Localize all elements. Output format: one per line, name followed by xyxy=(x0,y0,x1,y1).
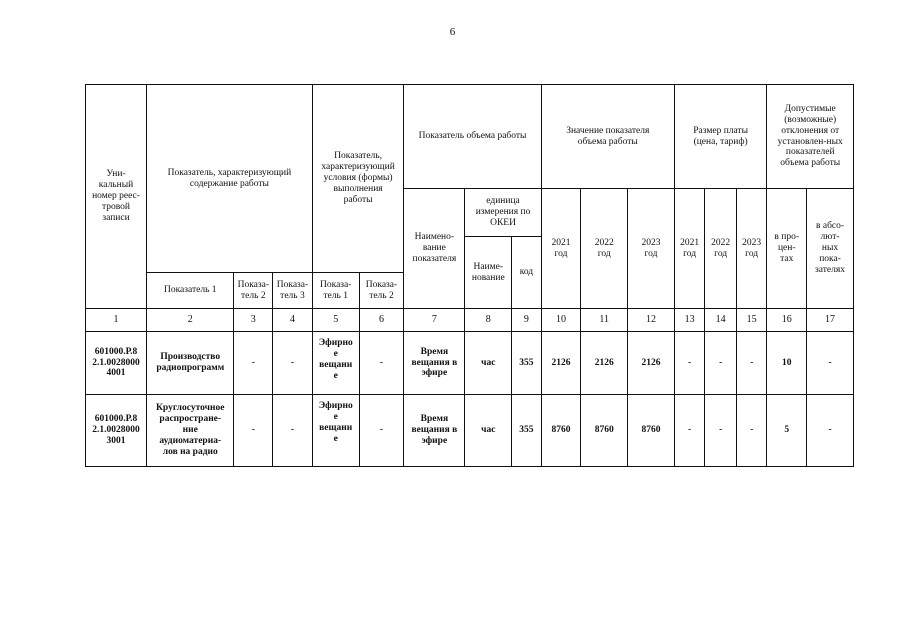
cell-content-3: - xyxy=(273,395,313,467)
cell-fee-2023: - xyxy=(736,332,767,395)
cell-text: Время вещания в эфире xyxy=(411,414,458,446)
cell-fee-2023: - xyxy=(736,395,767,467)
col-number: 4 xyxy=(273,309,313,332)
table-row xyxy=(86,395,854,467)
header-fee-2023 xyxy=(736,189,767,309)
cell-content-2: - xyxy=(234,332,273,395)
cell-cond-2: - xyxy=(359,332,404,395)
hdr-text: Наимено- вание показателя xyxy=(412,232,457,264)
col-number: 5 xyxy=(312,309,359,332)
header-value-2021 xyxy=(541,189,581,309)
hdr-text: Показа- тель 3 xyxy=(276,279,309,301)
column-numbers-row xyxy=(86,309,854,332)
col-number: 7 xyxy=(404,309,465,332)
cell-value-2022: 8760 xyxy=(581,395,628,467)
hdr-text: Показатель, характеризующий условия (формы) выполнения работы xyxy=(321,151,395,205)
cell-fee-2022: - xyxy=(705,332,737,395)
header-fee xyxy=(674,85,767,189)
hdr-text: 2023 год xyxy=(641,237,661,259)
hdr-text: Допустимые (возможные) отклонения от установлен-ных показателей объема работы xyxy=(777,103,843,169)
registry-table xyxy=(85,84,854,467)
col-number: 17 xyxy=(807,309,854,332)
cell-code: 355 xyxy=(512,332,542,395)
header-name xyxy=(404,189,465,309)
cell-text: Эфирно е вещани е xyxy=(318,338,353,381)
header-absolute xyxy=(807,189,854,309)
cell-registry xyxy=(86,395,147,467)
cell-text: Эфирно е вещани е xyxy=(318,401,353,444)
cell-fee-2022: - xyxy=(705,395,737,467)
table-row xyxy=(86,332,854,395)
col-number: 16 xyxy=(767,309,807,332)
col-number: 2 xyxy=(147,309,234,332)
cell-unit-name: час xyxy=(465,395,512,467)
header-condition-indicator xyxy=(312,85,404,273)
cell-value-2021: 8760 xyxy=(541,395,581,467)
hdr-text: 2023 год xyxy=(742,237,762,259)
header-volume-value xyxy=(541,85,674,189)
cell-value-2023: 2126 xyxy=(628,332,675,395)
hdr-text: в про- цен- тах xyxy=(774,232,800,264)
cell-fee-2021: - xyxy=(674,395,705,467)
cell-value-2022: 2126 xyxy=(581,332,628,395)
hdr-text: Показатель объема работы xyxy=(418,131,527,142)
header-fee-2021 xyxy=(674,189,705,309)
cell-content-2: - xyxy=(234,395,273,467)
cell-text: Производство радиопрограмм xyxy=(156,352,225,373)
hdr-text: в абсо- лют- ных пока- зателях xyxy=(815,221,845,275)
cell-text: Время вещания в эфире xyxy=(411,346,458,379)
hdr-text: Уни- кальный номер реес- тровой записи xyxy=(92,169,140,223)
header-percent xyxy=(767,189,807,309)
cell-unit-name: час xyxy=(465,332,512,395)
cell-absolute: - xyxy=(807,395,854,467)
cell-cond-1 xyxy=(312,332,359,395)
hdr-text: Показа- тель 2 xyxy=(365,279,398,301)
header-unit-code xyxy=(512,237,542,309)
header-unit xyxy=(465,189,541,237)
header-fee-2022 xyxy=(705,189,737,309)
header-value-2022 xyxy=(581,189,628,309)
hdr-text: 2021 год xyxy=(680,237,700,259)
hdr-text: Показатель 1 xyxy=(163,285,217,296)
col-number: 11 xyxy=(581,309,628,332)
header-unit-name xyxy=(465,237,512,309)
cell-value-2023: 8760 xyxy=(628,395,675,467)
header-volume-indicator xyxy=(404,85,541,189)
header-indicator-1 xyxy=(147,273,234,309)
header-value-2023 xyxy=(628,189,675,309)
header-unique-number xyxy=(86,85,147,309)
header-cond-indicator-1 xyxy=(312,273,359,309)
col-number: 9 xyxy=(512,309,542,332)
cell-name xyxy=(404,332,465,395)
hdr-text: Показатель, характеризующий содержание работы xyxy=(167,167,292,189)
hdr-text: единица измерения по ОКЕИ xyxy=(475,196,531,228)
cell-absolute: - xyxy=(807,332,854,395)
page-number: 6 xyxy=(449,26,456,38)
cell-fee-2021: - xyxy=(674,332,705,395)
col-number: 12 xyxy=(628,309,675,332)
hdr-text: 2021 год xyxy=(551,237,571,259)
header-indicator-2 xyxy=(234,273,273,309)
cell-percent: 10 xyxy=(767,332,807,395)
col-number: 14 xyxy=(705,309,737,332)
header-indicator-3 xyxy=(273,273,313,309)
cell-text: 601000.Р.8 2.1.0028000 4001 xyxy=(92,346,140,379)
cell-text: 601000.Р.8 2.1.0028000 3001 xyxy=(92,414,140,446)
cell-content-1 xyxy=(147,332,234,395)
hdr-text: Значение показателя объема работы xyxy=(566,125,650,147)
col-number: 1 xyxy=(86,309,147,332)
hdr-text: Показа- тель 1 xyxy=(319,279,352,301)
hdr-text: Размер платы (цена, тариф) xyxy=(693,125,749,147)
col-number: 6 xyxy=(359,309,404,332)
cell-content-3: - xyxy=(273,332,313,395)
header-cond-indicator-2 xyxy=(359,273,404,309)
col-number: 3 xyxy=(234,309,273,332)
col-number: 10 xyxy=(541,309,581,332)
col-number: 8 xyxy=(465,309,512,332)
cell-cond-2: - xyxy=(359,395,404,467)
cell-registry xyxy=(86,332,147,395)
col-number: 15 xyxy=(736,309,767,332)
cell-text: Круглосуточное распростране- ние аудиоматериа- лов на радио xyxy=(156,403,225,457)
col-number: 13 xyxy=(674,309,705,332)
hdr-text: Наиме- нование xyxy=(471,261,505,283)
hdr-text: 2022 год xyxy=(594,237,614,259)
header-content-indicator xyxy=(147,85,313,273)
hdr-text: Показа- тель 2 xyxy=(237,279,270,301)
header-deviation xyxy=(767,85,854,189)
cell-percent: 5 xyxy=(767,395,807,467)
cell-name xyxy=(404,395,465,467)
cell-code: 355 xyxy=(512,395,542,467)
hdr-text: код xyxy=(519,267,534,278)
cell-content-1 xyxy=(147,395,234,467)
cell-cond-1 xyxy=(312,395,359,467)
hdr-text: 2022 год xyxy=(711,237,731,259)
cell-value-2021: 2126 xyxy=(541,332,581,395)
